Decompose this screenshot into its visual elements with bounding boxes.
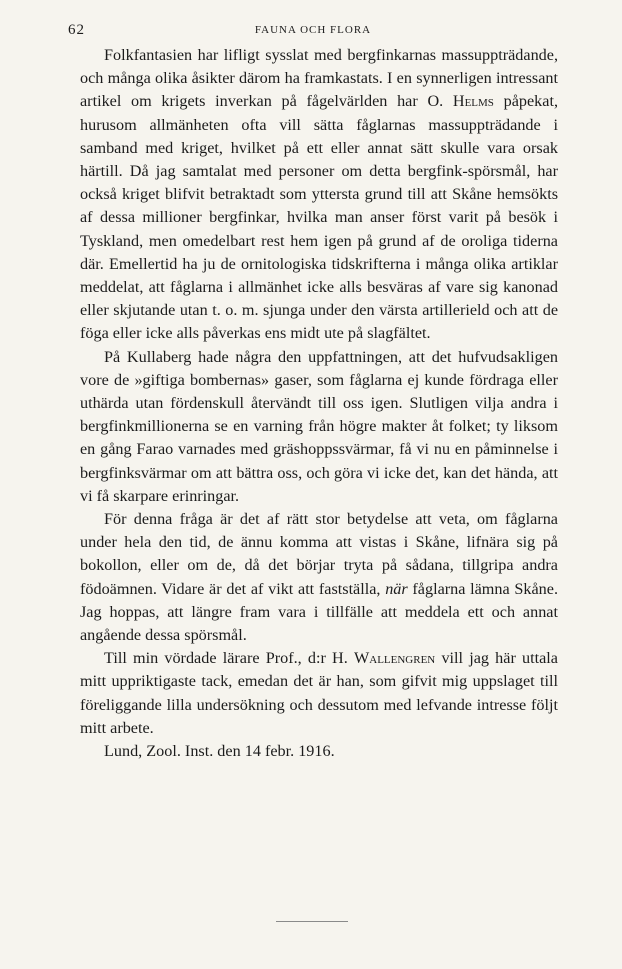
signature-line: [80, 740, 558, 763]
paragraph-1-text-b: påpekat, hurusom allmänheten ofta vill sätta fåglarnas massuppträdande i samband med kriget, hvilket på ett eller annat sätt skulle vara orsak härtill. Då jag samtalat med personer om detta bergfink-spörsmål, har också kriget blifvit betraktadt som yttersta grund till att Skåne hemsökts af dessa millioner bergfinkar, hvilka man anser först varit på besök i Tyskland, men omedelbart rest hem igen på grund af de oroliga tiderna där. Emellertid ha ju de ornitologiska tidskrifterna i många olika artiklar meddelat, att fåglarna i allmänhet icke alls besväras af vare sig kanonad eller skjutande utan t. o. m. sjunga under den värsta artillerield och att de föga eller icke alls påverkas ens midt ute på slagfältet.: [80, 92, 558, 343]
paragraph-3-text-a: För denna fråga är det af rätt stor betydelse att veta, om fåglarna under hela den tid, de ännu komma att vistas i Skåne, lifnära sig på bokollon, eller om de, då det börjar tryta på sådana, tillgripa andra födoämnen. Vidare är det af vikt att fastställa,: [80, 510, 558, 598]
paragraph-1-text-a: Folkfantasien har lifligt sysslat med bergfinkarnas massuppträdande, och många olika åsikter därom ha framkastats. I en synnerligen intressant artikel om krigets inverkan på fågelvärlden har O.: [80, 46, 558, 111]
paragraph-1: [80, 44, 558, 346]
page-header: [68, 22, 558, 40]
closing-divider: [276, 921, 348, 922]
running-title: FAUNA OCH FLORA: [254, 24, 372, 36]
paragraph-4-text-b: vill jag här uttala mitt uppriktigaste tack, emedan det är han, som gifvit mig uppslaget till föreliggande lilla undersökning och dessutom med lefvande intresse följt mitt arbete.: [80, 649, 558, 737]
paragraph-2-text: På Kullaberg hade några den uppfattningen, att det hufvudsakligen vore de »giftiga bombernas» gaser, som fåglarna ej kunde fördraga eller uthärda utan fördenskull återvändt till oss igen. Slutligen vilja andra i bergfinkmillionerna se en varning från högre makter åt folket; ty liksom en gång Farao varnades med gräshoppssvärmar, få vi nu en påminnelse i bergfinksvärmar om att bättra oss, och göra vi icke det, kan det hända, att vi få skarpare erinringar.: [80, 347, 558, 505]
signature-text: Lund, Zool. Inst. den 14 febr. 1916.: [104, 742, 335, 761]
emphasized-word: när: [385, 579, 408, 598]
body-text: [80, 44, 558, 763]
paragraph-2: [80, 346, 558, 508]
paragraph-3-text-b: fåglarna lämna Skåne. Jag hoppas, att längre fram vara i tillfälle att meddela ett och annat angående dessa spörsmål.: [80, 579, 558, 645]
paragraph-4-text-a: Till min vördade lärare Prof., d:r H.: [104, 649, 354, 668]
paragraph-3: [80, 508, 558, 647]
page-number: 62: [68, 22, 85, 38]
author-name-wallengren: Wallengren: [353, 649, 436, 668]
author-name-helms: Helms: [452, 92, 494, 111]
paragraph-4: [80, 647, 558, 740]
